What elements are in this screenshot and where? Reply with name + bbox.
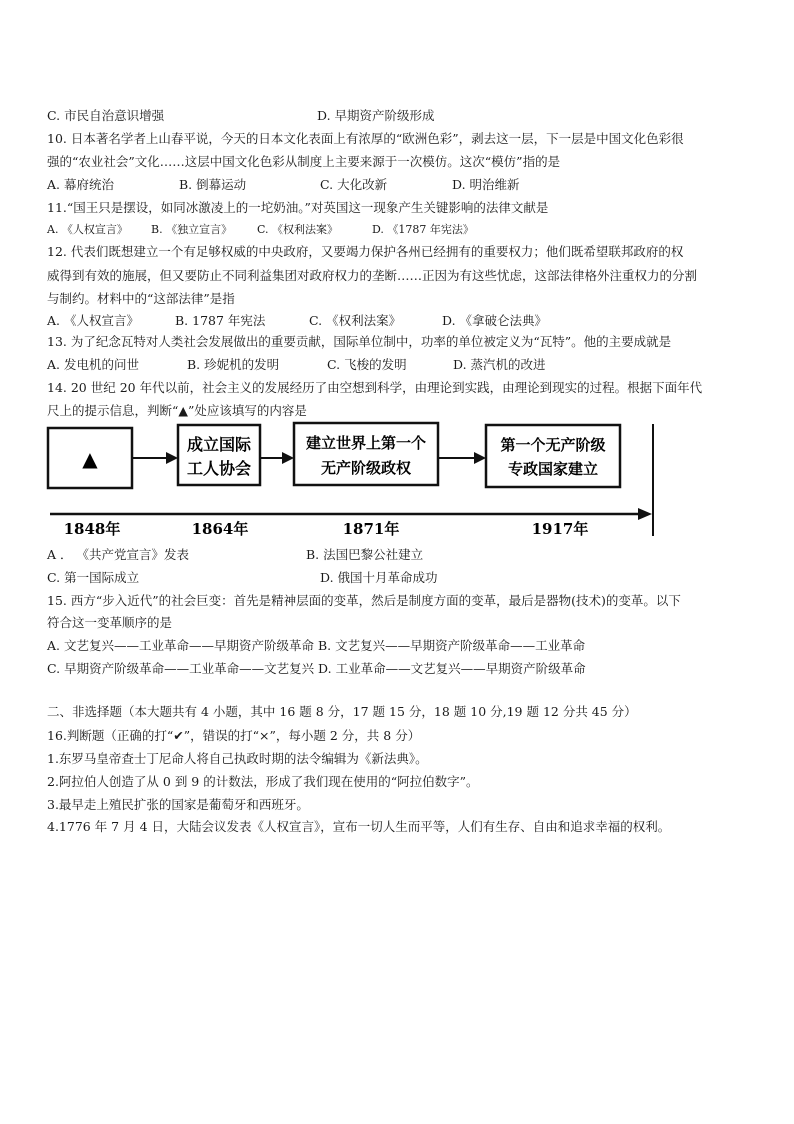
q9-option-c: C. 市民自治意识增强 [47, 108, 165, 123]
q11-option-b: B. 《独立宣言》 [151, 223, 233, 236]
q14-option-d: D. 俄国十月革命成功 [320, 570, 438, 585]
timeline-year-1917: 1917年 [531, 520, 589, 538]
timeline-year-1871: 1871年 [342, 520, 400, 538]
q13-option-a: A. 发电机的问世 [47, 357, 139, 372]
q15-options-cd: C. 早期资产阶级革命——工业革命——文艺复兴 D. 工业革命——文艺复兴——早期资产阶级革命 [47, 661, 586, 676]
q10-option-c: C. 大化改新 [320, 177, 388, 192]
triangle-icon: ▲ [82, 447, 98, 471]
q13-option-d: D. 蒸汽机的改进 [453, 357, 546, 372]
q13-option-b: B. 珍妮机的发明 [187, 357, 280, 372]
q12-stem-line2: 威得到有效的施展，但又要防止不同利益集团对政府权力的垄断……正因为有这些忧虑，这部法律格外注重权力的分割 [47, 268, 698, 283]
q10-option-a: A. 幕府统治 [47, 177, 114, 192]
q13-option-c: C. 飞梭的发明 [327, 357, 407, 372]
q11-options [47, 222, 747, 238]
q14-option-b: B. 法国巴黎公社建立 [306, 547, 424, 562]
q15-stem-line2: 符合这一变革顺序的是 [47, 615, 173, 630]
q16-item-4: 4.1776 年 7 月 4 日，大陆会议发表《人权宣言》，宣布一切人生而平等，人们有生存、自由和追求幸福的权利。 [47, 819, 671, 834]
timeline-arrowhead-3 [474, 452, 486, 464]
q16-stem: 16.判断题（正确的打“✔”，错误的打“×”，每小题 2 分，共 8 分） [47, 728, 421, 743]
q10-options [47, 177, 747, 193]
q10-option-d: D. 明治维新 [452, 177, 520, 192]
q16-item-1: 1.东罗马皇帝查士丁尼命人将自己执政时期的法令编辑为《新法典》。 [47, 751, 428, 766]
q12-option-c: C. 《权利法案》 [309, 313, 402, 328]
q12-stem-line1: 12. 代表们既想建立一个有足够权威的中央政府，又要竭力保护各州已经拥有的重要权力；他们既希望联邦政府的权 [47, 244, 684, 259]
timeline-box-2-line1: 成立国际 [186, 435, 252, 454]
timeline-box-4-line2: 专政国家建立 [507, 460, 599, 478]
q16-item-3: 3.最早走上殖民扩张的国家是葡萄牙和西班牙。 [47, 797, 309, 812]
q15-options-ab: A. 文艺复兴——工业革命——早期资产阶级革命 B. 文艺复兴——早期资产阶级革命——工业革命 [47, 638, 586, 653]
q14-options-cd [47, 570, 747, 586]
timeline-box-2-line2: 工人协会 [186, 459, 252, 478]
timeline-arrowhead-1 [166, 452, 178, 464]
q11-option-d: D. 《1787 年宪法》 [372, 223, 474, 236]
q10-stem-line2: 强的“农业社会”文化……这层中国文化色彩从制度上主要来源于一次模仿。这次“模仿”指的是 [47, 154, 561, 169]
section2-title: 二、非选择题（本大题共有 4 小题，其中 16 题 8 分，17 题 15 分，18 题 10 分,19 题 12 分共 45 分） [47, 704, 637, 719]
q14-options-ab [47, 547, 747, 563]
q11-option-a: A. 《人权宣言》 [47, 223, 128, 236]
timeline-box-3-line1: 建立世界上第一个 [305, 434, 427, 452]
timeline-year-1864: 1864年 [191, 520, 249, 538]
q12-option-a: A. 《人权宣言》 [47, 313, 139, 328]
q10-stem-line1: 10. 日本著名学者上山春平说，今天的日本文化表面上有浓厚的“欧洲色彩”，剥去这一层，下一层是中国文化色彩很 [47, 131, 684, 146]
timeline-box-3-line2: 无产阶级政权 [320, 459, 412, 477]
q14-stem-line1: 14. 20 世纪 20 年代以前，社会主义的发展经历了由空想到科学，由理论到实践，由理论到现实的过程。根据下面年代 [47, 380, 703, 395]
q12-option-b: B. 1787 年宪法 [175, 313, 266, 328]
q14-option-a: A ． 《共产党宣言》发表 [47, 547, 189, 562]
q11-option-c: C. 《权利法案》 [257, 223, 339, 236]
q9-option-d: D. 早期资产阶级形成 [317, 108, 435, 123]
q12-options [47, 313, 747, 329]
q10-option-b: B. 倒幕运动 [179, 177, 247, 192]
q9-options [47, 108, 747, 124]
q14-option-c: C. 第一国际成立 [47, 570, 140, 585]
q13-stem: 13. 为了纪念瓦特对人类社会发展做出的重要贡献，国际单位制中，功率的单位被定义为“瓦特”。他的主要成就是 [47, 334, 672, 349]
timeline-box-4-line1: 第一个无产阶级 [500, 436, 606, 454]
timeline-arrowhead-2 [282, 452, 294, 464]
q16-item-2: 2.阿拉伯人创造了从 0 到 9 的计数法，形成了我们现在使用的“阿拉伯数字”。 [47, 774, 479, 789]
q11-stem: 11.“国王只是摆设，如同冰激凌上的一坨奶油。”对英国这一现象产生关键影响的法律文献是 [47, 200, 549, 215]
timeline-diagram [44, 418, 664, 540]
timeline-axis-arrowhead [638, 508, 652, 520]
timeline-year-1848: 1848年 [63, 520, 121, 538]
q13-options [47, 357, 747, 373]
q14-stem-line2: 尺上的提示信息，判断“▲”处应该填写的内容是 [47, 403, 307, 418]
q12-option-d: D. 《拿破仑法典》 [442, 313, 548, 328]
q12-stem-line3: 与制约。材料中的“这部法律”是指 [47, 291, 235, 306]
q15-stem-line1: 15. 西方“步入近代”的社会巨变：首先是精神层面的变革，然后是制度方面的变革，最后是器物(技术)的变革。以下 [47, 593, 681, 608]
